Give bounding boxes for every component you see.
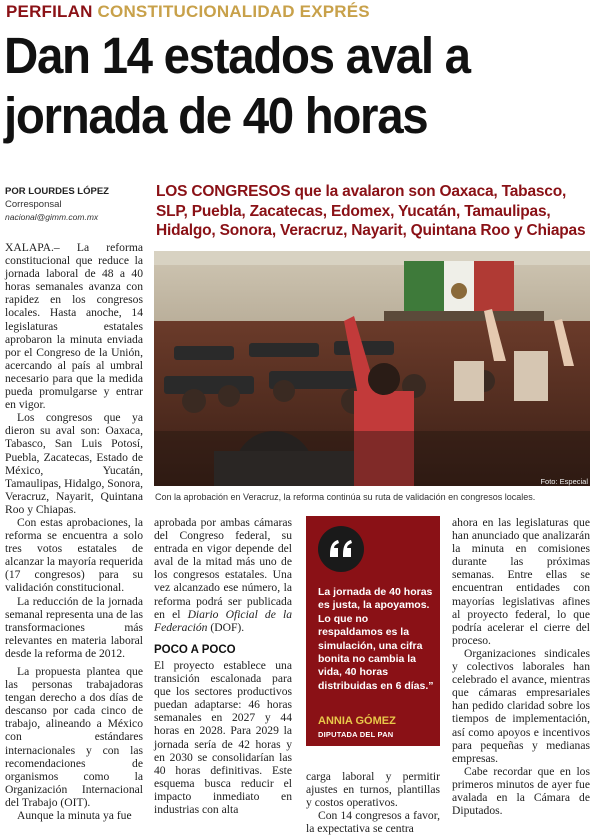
kicker-topic: CONSTITUCIONALIDAD EXPRÉS [97, 2, 370, 21]
paragraph: Organizaciones sindicales y colectivos laborales han celebrado el avance, mientras que cámaras empresariales han pedido claridad sobre los tiempos de implementación, así como apoyos e incentivos para pequeñas y medianas empresas. [452, 646, 590, 765]
kicker-label: PERFILAN [6, 2, 93, 21]
article-photo [154, 251, 590, 486]
headline [4, 26, 553, 146]
publication-name: Diario Oficial de la Federación [154, 607, 293, 634]
article-column-4 [452, 516, 590, 817]
article-column-2 [154, 516, 292, 816]
subhead-text: que la avalaron son Oaxaca, Tabasco, SLP, Puebla, Zacatecas, Edomex, Yucatán, Tamaulipas, Hidalgo, Sonora, Veracruz, Nayarit, Quintana Roo y Chiapas [156, 183, 586, 239]
quote-author: ANNIA GÓMEZ [318, 715, 396, 727]
quote-text: La jornada de 40 horas es justa, la apoyamos. Lo que no respaldamos es la simulación, una cifra bonita no cambia la vida, 40 horas distribuidas en 6 días.” [318, 586, 434, 692]
paragraph: La propuesta plantea que las personas trabajadoras tengan derecho a dos días de descanso por cada cinco de trabajo, alineando a México con estándares internacionales y con las recomendaciones de organismos como la Organización Internacional del Trabajo (OIT). [5, 665, 143, 809]
subhead-lead: LOS CONGRESOS [156, 183, 291, 200]
byline-author: POR LOURDES LÓPEZ [5, 186, 109, 197]
paragraph: Aunque la minuta ya fue [17, 809, 132, 823]
paragraph: Con estas aprobaciones, la reforma se encuentra a solo tres votos estatales de alcanzar la mayoría requerida (17 congresos) para su validación constitucional. [5, 515, 143, 595]
headline-line-2: jornada de 40 horas [4, 87, 428, 144]
byline-role: Corresponsal [5, 199, 62, 210]
quote-author-role: DIPUTADA DEL PAN [318, 730, 394, 739]
paragraph: carga laboral y permitir ajustes en turnos, plantillas y costos operativos. [306, 770, 440, 810]
pull-quote-box [306, 516, 440, 746]
paragraph: Los congresos que ya dieron su aval son: Oaxaca, Tabasco, San Luis Potosí, Puebla, Zacatecas, Estado de México, Yucatán, Tamaulipas, Hidalgo, Sonora, Veracruz, Nayarit, Quintana Roo y Chiapas. [5, 411, 143, 516]
paragraph: ahora en las legislaturas que han anunciado que analizarán la minuta en comisiones durante las próximas semanas. Entre ellas se encuentran entidades con mayorías legislativas afines al proyecto federal, lo que podría acelerar el cierre del proceso. [452, 516, 590, 647]
article-column-1 [5, 241, 143, 822]
paragraph: El proyecto establece una transición escalonada para que los sectores productivos puedan adaptarse: 46 horas semanales en 2027 y 44 horas en 2028. Para 2029 la jornada sería de 42 horas y en 2030 se consolidarían las 40 horas definitivas. Este esquema busca reducir el impacto inmediato en industrias con alta [154, 658, 292, 816]
subhead [156, 182, 590, 241]
chamber-photo-illustration [154, 251, 590, 486]
paragraph: XALAPA.– La reforma constitucional que reduce la jornada laboral de 48 a 40 horas semanales avanza con rapidez en los congresos locales. Hasta anoche, 14 legislaturas estatales aprobaron la minuta enviada por el Congreso de la Unión, acercando al país al umbral necesario para que la medida pueda promulgarse y entrar en vigor. [5, 241, 143, 412]
article-column-3 [306, 770, 440, 835]
section-heading: POCO A POCO [154, 643, 236, 656]
paragraph: La reducción de la jornada semanal representa una de las transformaciones más relevantes en materia laboral desde la reforma de 2012. [5, 594, 143, 660]
paragraph: Con 14 congresos a favor, la expectativa se centra [306, 809, 440, 836]
paragraph [154, 516, 292, 634]
byline [5, 186, 150, 222]
quote-icon [318, 526, 364, 572]
headline-line-1: Dan 14 estados aval a [4, 27, 470, 84]
paragraph-text: (DOF). [207, 620, 245, 634]
paragraph: Cabe recordar que en los primeros minutos de ayer fue avalada en la Cámara de Diputados. [452, 764, 590, 818]
photo-credit: Foto: Especial [540, 477, 588, 486]
photo-caption: Con la aprobación en Veracruz, la reforma continúa su ruta de validación en congresos locales. [155, 492, 536, 502]
kicker [6, 2, 370, 22]
byline-email[interactable]: nacional@gimm.com.mx [5, 212, 99, 222]
paragraph-text: aprobada por ambas cámaras del Congreso federal, su entrada en vigor depende del aval de la mitad más uno de los congresos estatales. Una vez alcanzado ese número, la reforma podrá ser publicada en el [154, 516, 292, 621]
